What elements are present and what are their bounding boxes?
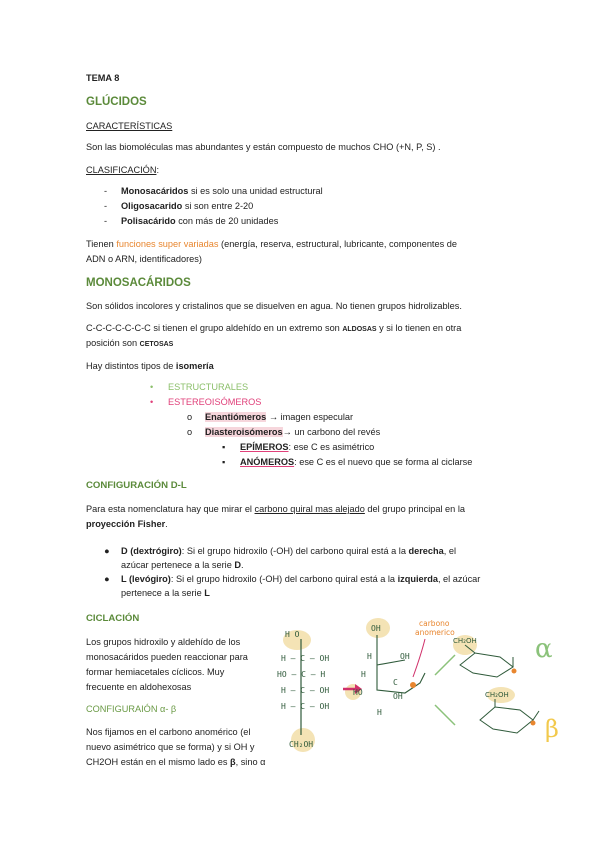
ciclacion-para2-line: nuevo asimétrico que se forma) y si OH y (86, 742, 255, 752)
list-item: - (104, 216, 108, 226)
isomeria-text: Hay distintos tipos de isomería (86, 361, 214, 371)
fork-arrow-down (435, 705, 455, 725)
fisher-row: H – C – OH (281, 686, 330, 695)
configuracion-line1: Para esta nomenclatura hay que mirar el carbono quiral mas alejado del grupo principal en la (86, 504, 465, 514)
enantiomeros-line: Enantiómeros → imagen especular (205, 412, 354, 422)
bullet-o: o (187, 427, 193, 437)
list-item: - (104, 201, 108, 211)
list-item: - (104, 186, 108, 196)
ciclacion-diagram (265, 615, 585, 770)
alpha-symbol: α (535, 634, 553, 664)
ciclacion-para2-line: CH2OH están en el mismo lado es β, sino α (86, 757, 266, 767)
ring-label: HO (353, 688, 363, 697)
ring-label: H (367, 652, 372, 661)
glucidos-title: GLÚCIDOS (86, 96, 147, 108)
fisher-row: HO – C – H (277, 670, 326, 679)
funciones-line1: Tienen funciones super variadas (energía, reserva, estructural, lubricante, componentes de (86, 239, 457, 249)
ring-label: C (393, 678, 398, 687)
monosacaridos-text2: C-C-C-C-C-C-C si tienen el grupo aldehído en un extremo son ALDOSAS y si lo tienen en otra (86, 323, 462, 333)
configuracion-title: CONFIGURACIÓN D-L (86, 480, 187, 491)
ring-label: H (377, 708, 382, 717)
clasificacion-label: CLASIFICACIÓN (86, 165, 157, 175)
bullet-estructurales: • (150, 382, 154, 392)
anomeric-dot-beta (531, 721, 536, 726)
fisher-bottom: CH₂OH (289, 740, 314, 749)
ciclacion-para-line: monosacáridos pueden reaccionar para (86, 652, 248, 662)
anomerico-label: anomerico (415, 628, 455, 637)
fisher-row: H – C – OH (281, 654, 330, 663)
carbono-label: carbono (419, 619, 450, 628)
epimeros-line: EPÍMEROS: ese C es asimétrico (240, 442, 375, 452)
anomeric-dot (410, 682, 416, 688)
d-line1: D (dextrógiro): Si el grupo hidroxilo (-OH) del carbono quiral está a la derecha, el (121, 546, 457, 556)
fisher-top: H O (285, 630, 300, 639)
ciclacion-para-line: Los grupos hidroxilo y aldehído de los (86, 637, 241, 647)
ring-label: OH (400, 652, 410, 661)
bullet-dot: ● (104, 574, 110, 584)
tema-label: TEMA 8 (86, 73, 120, 83)
anomeros-line: ANÓMEROS: ese C es el nuevo que se forma al ciclarse (240, 457, 473, 467)
bullet-square: ▪ (222, 457, 226, 467)
bullet-square: ▪ (222, 442, 226, 452)
list-item: Monosacáridos si es solo una unidad estructural (121, 186, 323, 196)
fisher-row: H – C – OH (281, 702, 330, 711)
monosacaridos-title: MONOSACÁRIDOS (86, 277, 191, 289)
funciones-line2: ADN o ARN, identificadores) (86, 254, 202, 264)
fork-arrow-up (435, 655, 455, 675)
d-line2: azúcar pertenece a la serie D. (121, 560, 244, 570)
anomeric-dot-alpha (512, 669, 517, 674)
pointer-arrow (413, 639, 425, 677)
bullet-o: o (187, 412, 193, 422)
monosacaridos-text1: Son sólidos incolores y cristalinos que se disuelven en agua. No tienen grupos hidrolizables. (86, 301, 462, 311)
ring-label: OH (371, 624, 381, 633)
ciclacion-para2-line: Nos fijamos en el carbono anomérico (el (86, 727, 251, 737)
l-line2: pertenece a la serie L (121, 588, 210, 598)
clasificacion-colon: : (156, 165, 160, 175)
chair-beta (480, 699, 539, 733)
ciclacion-para-line: formar hemiacetales cíclicos. Muy (86, 667, 225, 677)
configuracion-line2: proyección Fisher. (86, 519, 168, 529)
caracteristicas-text: Son las biomoléculas mas abundantes y están compuesto de muchos CHO (+N, P, S) . (86, 142, 441, 152)
caracteristicas-heading: CARACTERÍSTICAS (86, 121, 173, 131)
estructurales-label: ESTRUCTURALES (168, 382, 249, 392)
list-item: Polisacárido con más de 20 unidades (121, 216, 279, 226)
config-alpha-beta-title: CONFIGURAIÓN α- β (86, 704, 177, 714)
diasteroisomeros-line: Diasteroisómeros→ un carbono del revés (205, 427, 381, 437)
clasificacion-heading (86, 164, 159, 177)
chair-bottom-label: CH₂OH (485, 691, 509, 699)
list-item: Oligosacarido si son entre 2-20 (121, 201, 254, 211)
chair-top-label: CH₂OH (453, 637, 477, 645)
bullet-estereoisomeros: • (150, 397, 154, 407)
monosacaridos-text3: posición son CETOSAS (86, 338, 174, 348)
ring-chain (353, 624, 410, 717)
ring-label: H (361, 670, 366, 679)
bullet-dot: ● (104, 546, 110, 556)
ciclacion-title: CICLACIÓN (86, 613, 140, 624)
beta-symbol: β (545, 715, 559, 743)
l-line1: L (levógiro): Si el grupo hidroxilo (-OH) del carbono quiral está a la izquierda, el azúcar (121, 574, 481, 584)
ciclacion-para-line: frecuente en aldohexosas (86, 682, 192, 692)
estereoisomeros-label: ESTEREOISÓMEROS (168, 397, 262, 407)
ring-label: OH (393, 692, 403, 701)
